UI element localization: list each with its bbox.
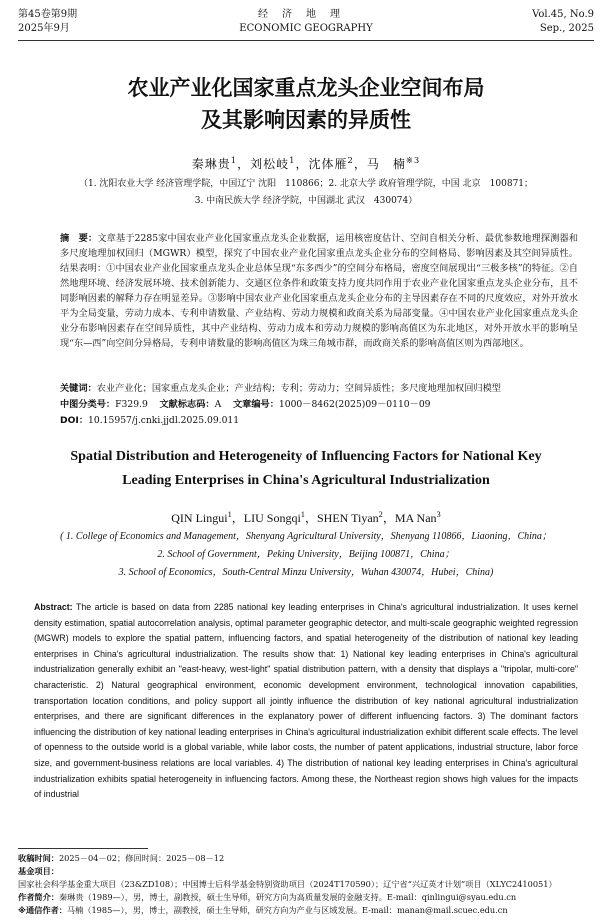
- header-rule: [18, 40, 594, 41]
- en-author: MA Nan: [394, 511, 437, 525]
- fund-note: 基金项目：国家社会科学基金重大项目（23&ZD108）；中国博士后科学基金特别资助项目（2024T170590）；辽宁省“兴辽英才计划”项目（XLYC2410051）: [18, 866, 557, 889]
- author-note: 作者简介：秦琳贵（1989—），男，博士，副教授，硕士生导师，研究方向为高质量发展的金融支持。E-mail：qinlingui@syau.edu.cn: [18, 892, 517, 902]
- zh-author: 马 楠: [366, 157, 406, 171]
- date-en: Sep., 2025: [539, 23, 594, 34]
- corresponding-note: ※通信作者：马楠（1985—），男，博士，副教授，硕士生导师，研究方向为产业与区域发展。E-mail：manan@mail.scuec.edu.cn: [18, 905, 508, 915]
- zh-authors: 秦琳贵$^1$，刘松岐$^1$，沈体雁$^2$，马 楠$^{※3}$: [191, 155, 421, 171]
- zh-doi: DOI：10.15957/j.cnki.jjdl.2025.09.011: [60, 415, 240, 426]
- date-zh: 2025年9月: [18, 23, 70, 34]
- zh-title-line2: 及其影响因素的异质性: [201, 108, 411, 132]
- zh-affiliations: （1. 沈阳农业大学 经济管理学院，中国辽宁 沈阳 110866；2. 北京大学 政府管理学院，中国 北京 100871； 3. 中南民族大学 经济学院，中国湖北 武汉 430074）: [78, 179, 534, 206]
- vol-en: Vol.45, No.9: [532, 9, 594, 20]
- zh-author: 沈体雁: [308, 157, 348, 171]
- zh-author: 刘松岐: [250, 157, 290, 171]
- header-center: [18, 8, 594, 36]
- journal-zh: 经济地理: [258, 9, 354, 20]
- running-header: [18, 8, 594, 42]
- en-title: Spatial Distribution and Heterogeneity of Influencing Factors for National Key Leading Enterprises in China's Agricultural Industrialization: [70, 449, 542, 488]
- zh-author: 秦琳贵: [191, 157, 231, 171]
- header-right: [532, 8, 594, 36]
- en-abstract: Abstract: The article is based on data from 2285 national key leading enterprises in China's agricultural industrialization. It uses kernel density estimation, spatial autocorrelation analysis, optimal parameter geographic detector, and multi-scale geographic weighted regression (MGWR) models to explore the spatial pattern, influencing factors, and spatial heterogeneity of the distribution of national key leading enterprises in China's agricultural industrialization. The results show that: 1) National key leading enterprises in China's agricultural industrialization generally exhibit an "east-heavy, west-light" spatial distribution pattern, with a density that displays a "tripolar, multi-core" characteristic. 2) Natural geographical environment, economic development environment, technological innovation capabilities, transportation location conditions, and policy support all jointly influence the distribution of key national agricultural industrialization enterprises, and there are significant differences in the explanatory power of different influencing factors. 3) The dominant factors influencing the distribution of key national leading enterprises in China's agricultural industrialization exhibit different scale effects. The level of openness to the outside world is a global variable, while labor costs, the number of patent applications, industrial structure, labor force size, and government-business relations are local variables. 4) The distribution of national key leading enterprises in China's agricultural industrialization exhibits spatial heterogeneity in influencing factors. Among these, the Northeast region shows high values for the impacts of industrial: [34, 602, 578, 800]
- zh-keywords: 关键词：农业产业化；国家重点龙头企业；产业结构；专利；劳动力；空间异质性；多尺度地理加权回归模型: [60, 383, 501, 394]
- zh-classification: 中图分类号：F329.9 文献标志码：A 文章编号：1000－8462(2025)09－0110－09: [60, 399, 431, 410]
- zh-title-line1: 农业产业化国家重点龙头企业空间布局: [127, 76, 485, 100]
- received-note: 收稿时间：2025－04－02；修回时间：2025－08－12: [18, 853, 225, 863]
- footnote-rule: [18, 848, 148, 849]
- journal-en: ECONOMIC GEOGRAPHY: [239, 23, 373, 34]
- en-author: QIN Lingui: [171, 511, 228, 525]
- zh-title: [0, 72, 612, 136]
- en-author: LIU Songqi: [243, 511, 301, 525]
- issue-zh: 第45卷第9期: [18, 9, 78, 20]
- en-authors: QIN Lingui$^1$，LIU Songqi$^1$，SHEN Tiyan$^2$，MA Nan$^3$: [171, 510, 441, 525]
- en-author: SHEN Tiyan: [316, 511, 379, 525]
- zh-abstract: 摘 要：文章基于2285家中国农业产业化国家重点龙头企业数据，运用核密度估计、空间自相关分析、最优参数地理探测器和多尺度地理加权回归（MGWR）模型，探究了中国农业产业化国家重点龙头企业分布的空间格局、影响因素及其空间异质性。结果表明：①中国农业产业化国家重点龙头企业总体呈现“东多西少”的空间分布格局，密度空间展现出“三极多核”的特征。②自然地理环境、经济发展环境、技术创新能力、交通区位条件和政策支持力度共同作用于农业产业化国家重点龙头企业分布，且不同影响因素的解释力存在明显差异。③影响中国农业产业化国家重点龙头企业分布的主导因素存在不同的尺度效应，对外开放水平为全局变量，劳动力成本、专利申请数量、产业结构、劳动力规模和政商关系为局部变量。④中国农业产业化国家重点龙头企业分布影响因素存在空间异质性，其中产业结构、劳动力成本和劳动力规模的影响高值区为东北地区，对外开放水平的影响呈现“东—西”向空间分异格局，专利申请数量的影响高值区为珠三角城市群，而政商关系的影响高值区则为西部地区。: [60, 233, 579, 349]
- footnotes: [18, 852, 594, 917]
- en-affiliations: ( 1. College of Economics and Management，Shenyang Agricultural University，Shenyang 110866，Liaoning，China； 2. School of Government，Peking University，Beijing 100871，China； 3. School of Economics，South-Central Minzu University，Wuhan 430074，Hubei，China): [60, 531, 552, 578]
